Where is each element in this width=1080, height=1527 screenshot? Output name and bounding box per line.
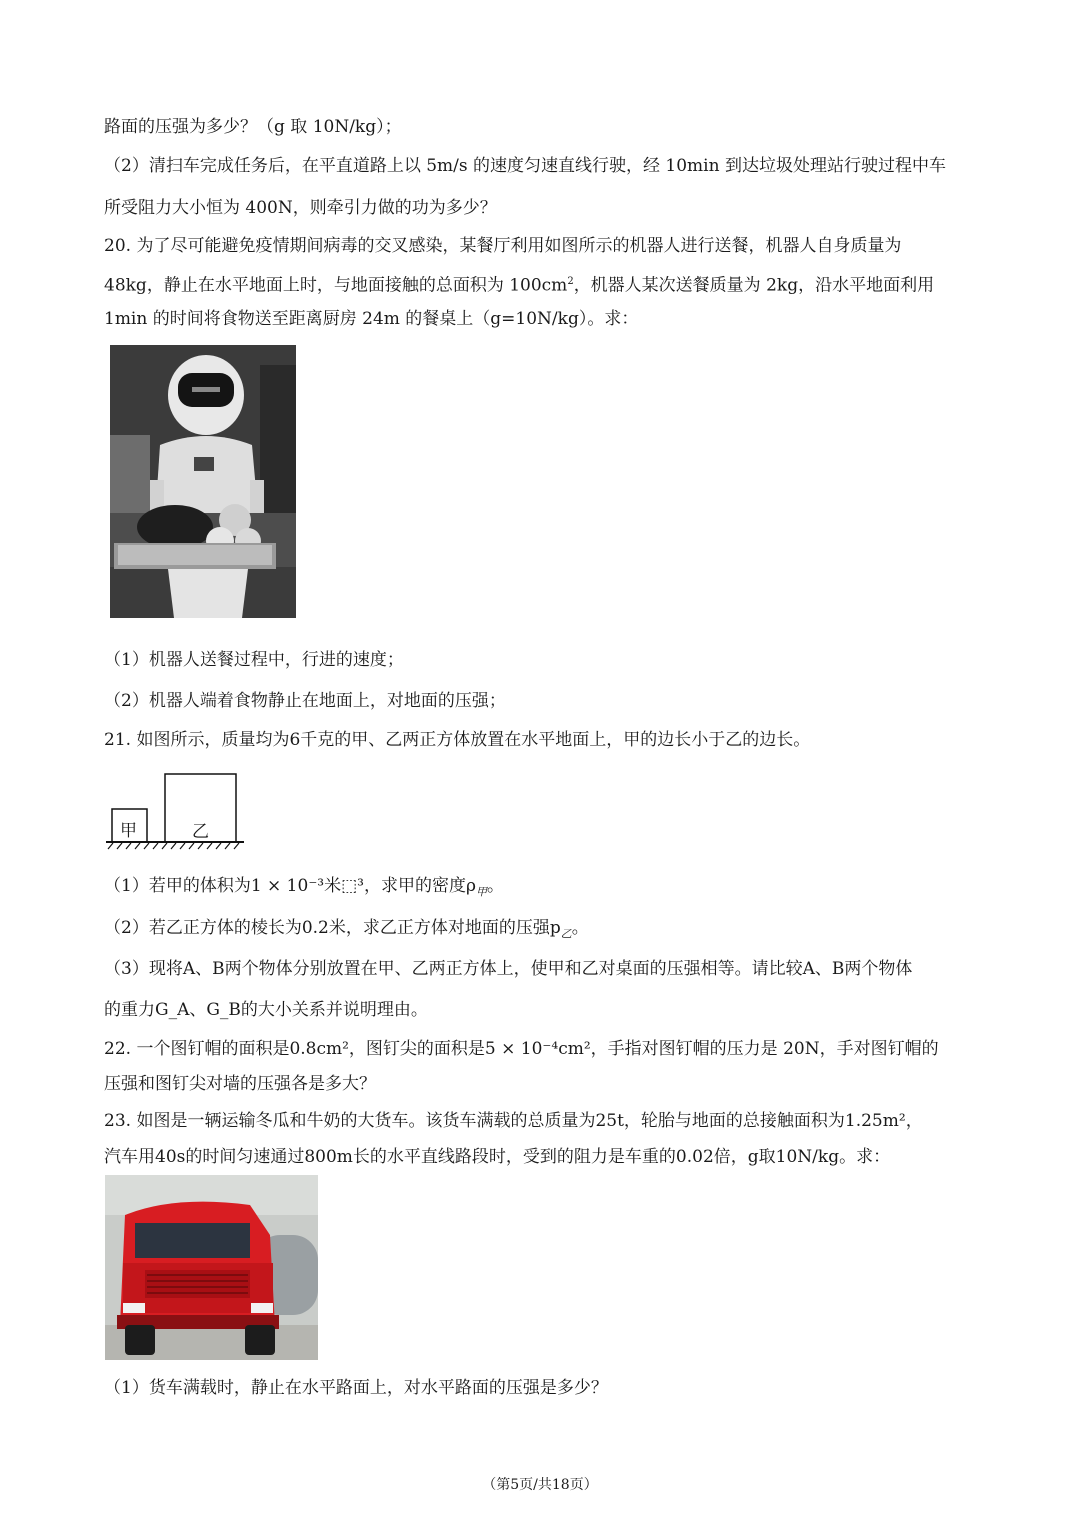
text-line: （2）清扫车完成任务后，在平直道路上以 5m/s 的速度匀速直线行驶，经 10min 到达垃圾处理站行驶过程中车	[104, 156, 946, 176]
subscript: 甲	[475, 885, 487, 899]
text-segment: 。	[571, 918, 589, 938]
text-line: 汽车用40s的时间匀速通过800m长的水平直线路段时，受到的阻力是车重的0.02倍，g取10N/kg。求：	[104, 1147, 891, 1167]
text-line: （1）货车满载时，静止在水平路面上，对水平路面的压强是多少？	[104, 1378, 608, 1398]
question-22: 22. 一个图钉帽的面积是0.8cm²，图钉尖的面积是5 × 10⁻⁴cm²，手指对图钉帽的压力是 20N，手对图钉帽的	[104, 1039, 939, 1059]
text-line	[104, 875, 504, 903]
truck-photo	[105, 1175, 318, 1360]
text-line: 的重力G_A、G_B的大小关系并说明理由。	[104, 1000, 428, 1020]
text-segment: （1）若甲的体积为1 × 10⁻³米⬚³，求甲的密度ρ	[104, 876, 476, 896]
text-line: 1min 的时间将食物送至距离厨房 24m 的餐桌上（g=10N/kg）。求：	[104, 309, 639, 329]
cube-diagram	[104, 770, 249, 852]
question-23: 23. 如图是一辆运输冬瓜和牛奶的大货车。该货车满载的总质量为25t，轮胎与地面的总接触面积为1.25m²，	[104, 1111, 923, 1131]
text-line	[104, 271, 934, 297]
text-segment: 。	[486, 876, 504, 896]
cube-jia-label: 甲	[120, 821, 137, 841]
cube-yi-label: 乙	[192, 822, 209, 842]
robot-photo	[110, 345, 296, 618]
superscript: 2	[567, 276, 574, 287]
text-line: 压强和图钉尖对墙的压强各是多大？	[104, 1074, 376, 1094]
text-line: 所受阻力大小恒为 400N，则牵引力做的功为多少？	[104, 198, 497, 218]
text-segment: （2）若乙正方体的棱长为0.2米，求乙正方体对地面的压强p	[104, 918, 561, 938]
subscript: 乙	[560, 927, 572, 941]
text-line: （2）机器人端着食物静止在地面上，对地面的压强；	[104, 691, 506, 711]
text-line: （1）机器人送餐过程中，行进的速度；	[104, 650, 404, 670]
text-segment: ，机器人某次送餐质量为 2kg，沿水平地面利用	[573, 275, 935, 296]
text-segment: 48kg，静止在水平地面上时，与地面接触的总面积为 100cm	[104, 275, 568, 296]
text-line: （3）现将A、B两个物体分别放置在甲、乙两正方体上，使甲和乙对桌面的压强相等。请比较A、B两个物体	[104, 959, 913, 979]
text-line	[104, 917, 589, 945]
question-21: 21. 如图所示，质量均为6千克的甲、乙两正方体放置在水平地面上，甲的边长小于乙的边长。	[104, 730, 811, 750]
page-footer: （第5页/共18页）	[482, 1477, 598, 1493]
question-20: 20. 为了尽可能避免疫情期间病毒的交叉感染，某餐厅利用如图所示的机器人进行送餐，机器人自身质量为	[104, 236, 902, 256]
text-line: 路面的压强为多少？（g 取 10N/kg）；	[104, 117, 402, 137]
